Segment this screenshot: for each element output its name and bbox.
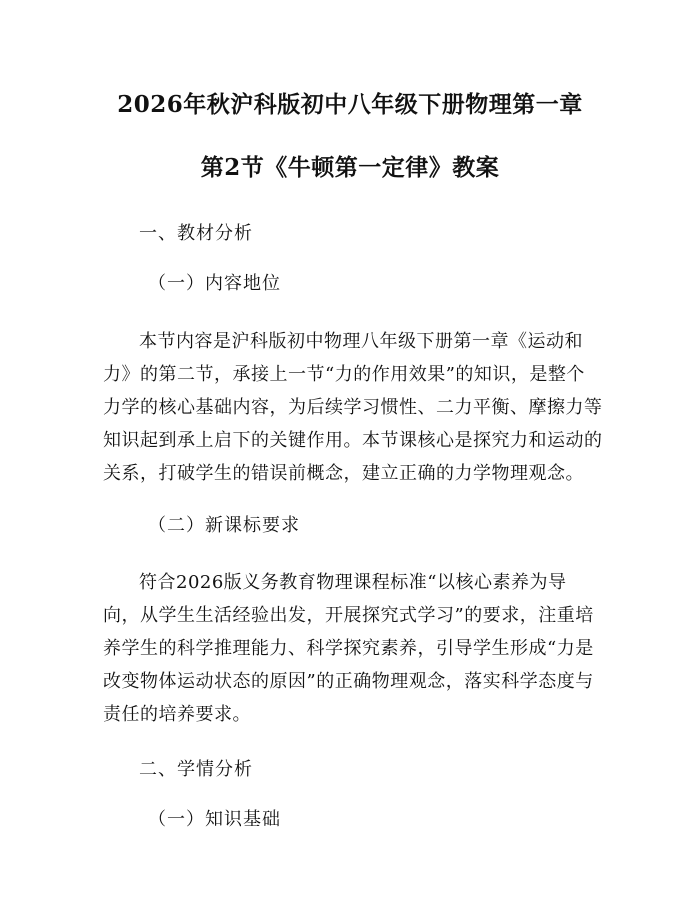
- paragraph-line: 力》的第二节，承接上一节“力的作用效果”的知识，是整个: [103, 364, 585, 385]
- subsection-heading-knowledge-foundation: （一）知识基础: [148, 809, 281, 830]
- paragraph-line: 改变物体运动状态的原因”的正确物理观念，落实科学态度与: [103, 671, 594, 692]
- paragraph-line: 知识起到承上启下的关键作用。本节课核心是探究力和运动的: [103, 430, 603, 451]
- subsection-heading-curriculum-requirements: （二）新课标要求: [148, 515, 300, 536]
- paragraph-curriculum-requirements: [103, 566, 597, 731]
- section-heading-learner-analysis: 二、学情分析: [139, 759, 253, 780]
- paragraph-line: 符合2026版义务教育物理课程标准“以核心素养为导: [139, 572, 567, 593]
- paragraph-content-position: [103, 325, 603, 490]
- document-title-line-2: 第2节《牛顿第一定律》教案: [200, 154, 500, 181]
- paragraph-line: 本节内容是沪科版初中物理八年级下册第一章《运动和: [139, 331, 583, 352]
- paragraph-line: 向，从学生生活经验出发，开展探究式学习”的要求，注重培: [103, 605, 594, 626]
- section-heading-teaching-material-analysis: 一、教材分析: [139, 223, 253, 244]
- subsection-heading-content-position: （一）内容地位: [148, 273, 281, 294]
- paragraph-line: 责任的培养要求。: [103, 704, 251, 725]
- paragraph-line: 关系，打破学生的错误前概念，建立正确的力学物理观念。: [103, 463, 584, 484]
- paragraph-line: 力学的核心基础内容，为后续学习惯性、二力平衡、摩擦力等: [103, 397, 603, 418]
- document-title-line-1: 2026年秋沪科版初中八年级下册物理第一章: [117, 91, 583, 118]
- paragraph-line: 养学生的科学推理能力、科学探究素养，引导学生形成“力是: [103, 638, 594, 659]
